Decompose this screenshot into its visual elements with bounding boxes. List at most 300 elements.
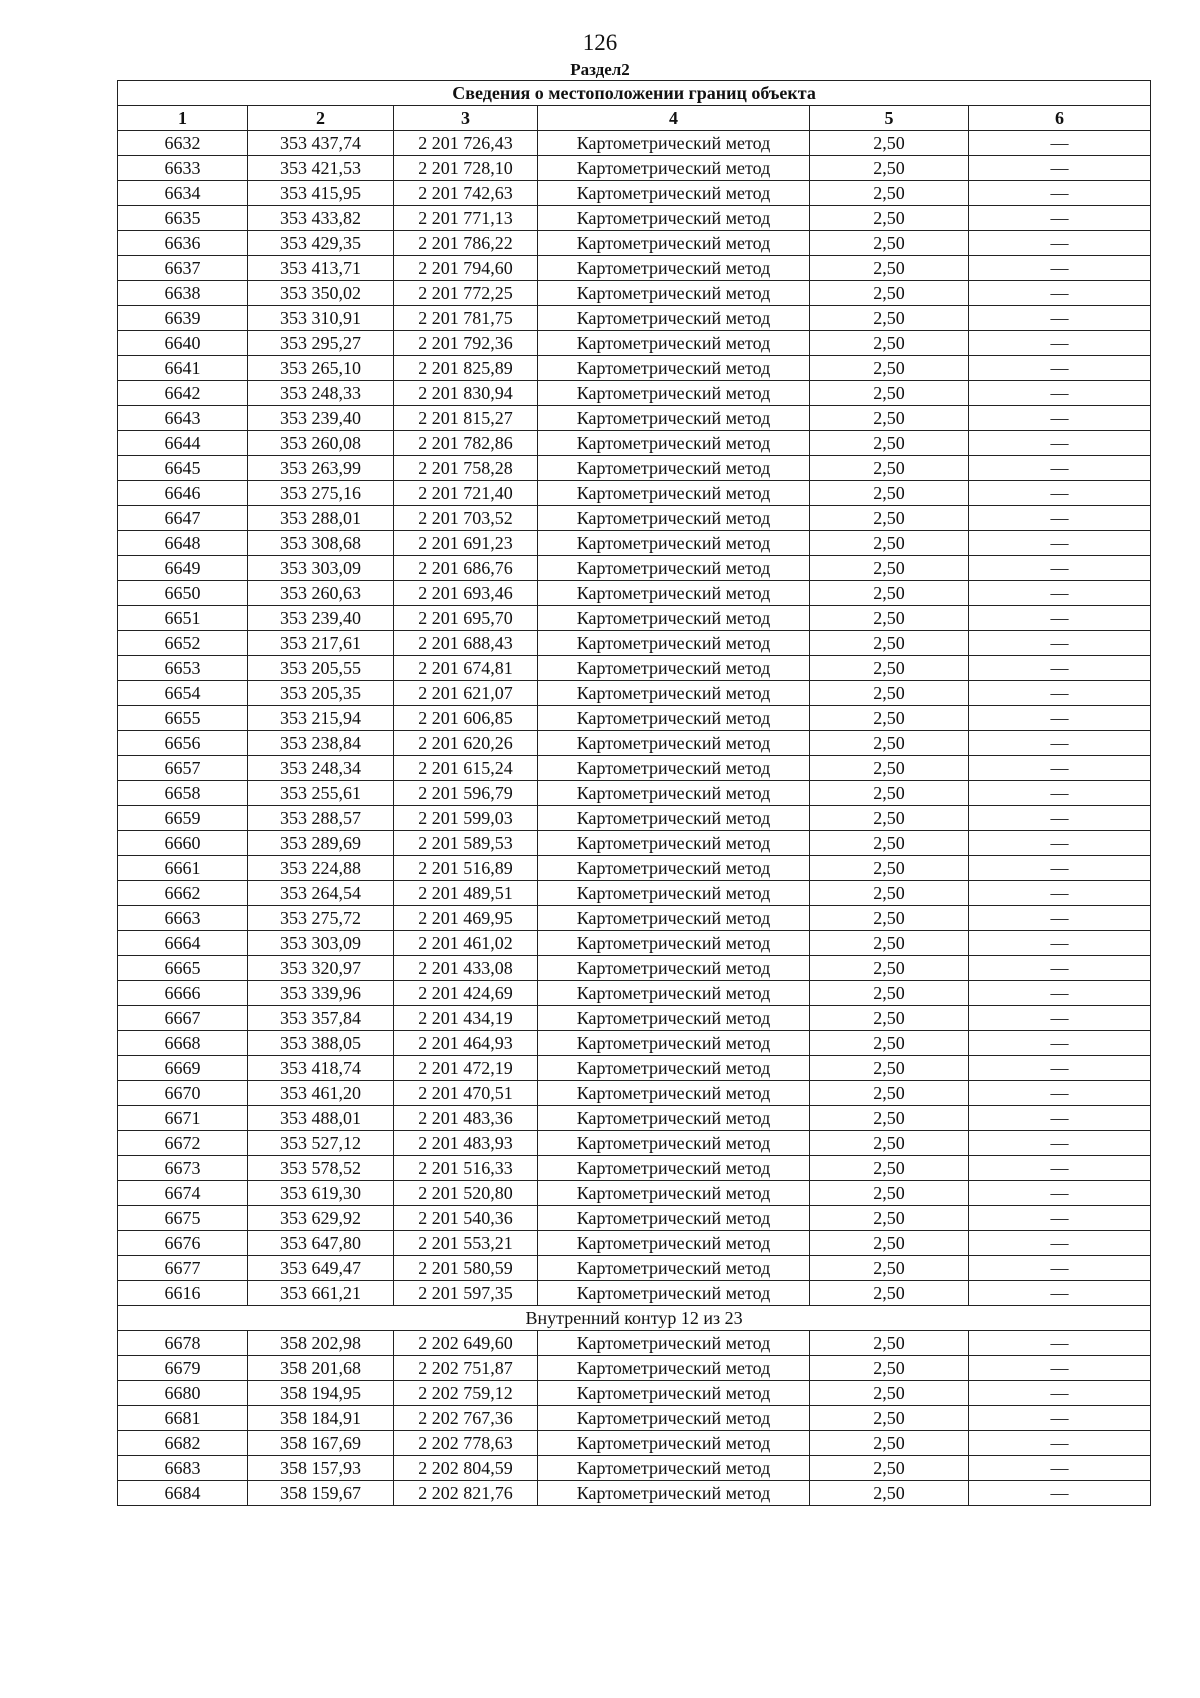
table-row — [118, 956, 1151, 981]
accuracy-cell: 2,50 — [810, 1006, 969, 1031]
y-coordinate-cell: 2 201 470,51 — [394, 1081, 538, 1106]
description-cell: — — [969, 981, 1151, 1006]
accuracy-cell: 2,50 — [810, 231, 969, 256]
accuracy-cell: 2,50 — [810, 406, 969, 431]
x-coordinate-cell: 353 217,61 — [248, 631, 394, 656]
table-row — [118, 1181, 1151, 1206]
method-cell: Картометрический метод — [538, 1181, 810, 1206]
method-cell: Картометрический метод — [538, 231, 810, 256]
table-head — [118, 81, 1151, 131]
point-number-cell: 6666 — [118, 981, 248, 1006]
point-number-cell: 6665 — [118, 956, 248, 981]
point-number-cell: 6682 — [118, 1431, 248, 1456]
point-number-cell: 6646 — [118, 481, 248, 506]
table-row — [118, 306, 1151, 331]
method-cell: Картометрический метод — [538, 531, 810, 556]
page-number: 126 — [582, 30, 618, 55]
description-cell: — — [969, 1081, 1151, 1106]
table-row — [118, 331, 1151, 356]
description-cell: — — [969, 331, 1151, 356]
point-number-cell: 6658 — [118, 781, 248, 806]
description-cell: — — [969, 1231, 1151, 1256]
y-coordinate-cell: 2 201 483,93 — [394, 1131, 538, 1156]
method-cell: Картометрический метод — [538, 1356, 810, 1381]
x-coordinate-cell: 353 260,08 — [248, 431, 394, 456]
method-cell: Картометрический метод — [538, 331, 810, 356]
table-row — [118, 1056, 1151, 1081]
accuracy-cell: 2,50 — [810, 431, 969, 456]
accuracy-cell: 2,50 — [810, 856, 969, 881]
x-coordinate-cell: 353 429,35 — [248, 231, 394, 256]
accuracy-cell: 2,50 — [810, 706, 969, 731]
point-number-cell: 6654 — [118, 681, 248, 706]
table-row — [118, 831, 1151, 856]
method-cell: Картометрический метод — [538, 556, 810, 581]
y-coordinate-cell: 2 201 815,27 — [394, 406, 538, 431]
point-number-cell: 6676 — [118, 1231, 248, 1256]
method-cell: Картометрический метод — [538, 606, 810, 631]
table-row — [118, 1381, 1151, 1406]
y-coordinate-cell: 2 201 434,19 — [394, 1006, 538, 1031]
accuracy-cell: 2,50 — [810, 206, 969, 231]
y-coordinate-cell: 2 201 695,70 — [394, 606, 538, 631]
y-coordinate-cell: 2 201 520,80 — [394, 1181, 538, 1206]
x-coordinate-cell: 353 421,53 — [248, 156, 394, 181]
y-coordinate-cell: 2 201 688,43 — [394, 631, 538, 656]
description-cell: — — [969, 806, 1151, 831]
y-coordinate-cell: 2 202 767,36 — [394, 1406, 538, 1431]
table-row — [118, 406, 1151, 431]
y-coordinate-cell: 2 201 830,94 — [394, 381, 538, 406]
accuracy-cell: 2,50 — [810, 606, 969, 631]
table-row — [118, 881, 1151, 906]
accuracy-cell: 2,50 — [810, 456, 969, 481]
description-cell: — — [969, 1381, 1151, 1406]
point-number-cell: 6642 — [118, 381, 248, 406]
y-coordinate-cell: 2 201 516,89 — [394, 856, 538, 881]
description-cell: — — [969, 1181, 1151, 1206]
accuracy-cell: 2,50 — [810, 331, 969, 356]
table-row — [118, 481, 1151, 506]
x-coordinate-cell: 353 619,30 — [248, 1181, 394, 1206]
point-number-cell: 6649 — [118, 556, 248, 581]
method-cell: Картометрический метод — [538, 506, 810, 531]
point-number-cell: 6647 — [118, 506, 248, 531]
contour-label: Внутренний контур 12 из 23 — [118, 1306, 1151, 1331]
point-number-cell: 6684 — [118, 1481, 248, 1506]
accuracy-cell: 2,50 — [810, 1481, 969, 1506]
accuracy-cell: 2,50 — [810, 1156, 969, 1181]
method-cell: Картометрический метод — [538, 1206, 810, 1231]
section-title: Раздел2 — [570, 60, 630, 79]
table-row — [118, 756, 1151, 781]
accuracy-cell: 2,50 — [810, 1231, 969, 1256]
description-cell: — — [969, 1106, 1151, 1131]
description-cell: — — [969, 1156, 1151, 1181]
table-row — [118, 356, 1151, 381]
description-cell: — — [969, 681, 1151, 706]
x-coordinate-cell: 353 388,05 — [248, 1031, 394, 1056]
description-cell: — — [969, 1331, 1151, 1356]
description-cell: — — [969, 856, 1151, 881]
method-cell: Картометрический метод — [538, 681, 810, 706]
method-cell: Картометрический метод — [538, 1006, 810, 1031]
y-coordinate-cell: 2 201 686,76 — [394, 556, 538, 581]
table-row — [118, 206, 1151, 231]
accuracy-cell: 2,50 — [810, 981, 969, 1006]
method-cell: Картометрический метод — [538, 1156, 810, 1181]
description-cell: — — [969, 1281, 1151, 1306]
method-cell: Картометрический метод — [538, 806, 810, 831]
method-cell: Картометрический метод — [538, 181, 810, 206]
description-cell: — — [969, 1031, 1151, 1056]
description-cell: — — [969, 431, 1151, 456]
point-number-cell: 6668 — [118, 1031, 248, 1056]
table-row — [118, 581, 1151, 606]
accuracy-cell: 2,50 — [810, 881, 969, 906]
point-number-cell: 6652 — [118, 631, 248, 656]
method-cell: Картометрический метод — [538, 1456, 810, 1481]
accuracy-cell: 2,50 — [810, 356, 969, 381]
accuracy-cell: 2,50 — [810, 1206, 969, 1231]
x-coordinate-cell: 353 239,40 — [248, 606, 394, 631]
y-coordinate-cell: 2 201 620,26 — [394, 731, 538, 756]
table-row — [118, 1481, 1151, 1506]
x-coordinate-cell: 353 303,09 — [248, 556, 394, 581]
method-cell: Картометрический метод — [538, 831, 810, 856]
method-cell: Картометрический метод — [538, 881, 810, 906]
y-coordinate-cell: 2 201 728,10 — [394, 156, 538, 181]
table-row — [118, 656, 1151, 681]
description-cell: — — [969, 1406, 1151, 1431]
y-coordinate-cell: 2 201 794,60 — [394, 256, 538, 281]
point-number-cell: 6634 — [118, 181, 248, 206]
x-coordinate-cell: 358 194,95 — [248, 1381, 394, 1406]
x-coordinate-cell: 353 224,88 — [248, 856, 394, 881]
table-row — [118, 1431, 1151, 1456]
y-coordinate-cell: 2 201 674,81 — [394, 656, 538, 681]
y-coordinate-cell: 2 202 778,63 — [394, 1431, 538, 1456]
description-cell: — — [969, 456, 1151, 481]
table-row — [118, 981, 1151, 1006]
method-cell: Картометрический метод — [538, 656, 810, 681]
point-number-cell: 6680 — [118, 1381, 248, 1406]
accuracy-cell: 2,50 — [810, 631, 969, 656]
y-coordinate-cell: 2 201 703,52 — [394, 506, 538, 531]
x-coordinate-cell: 353 289,69 — [248, 831, 394, 856]
method-cell: Картометрический метод — [538, 781, 810, 806]
column-header: 1 — [118, 106, 248, 131]
method-cell: Картометрический метод — [538, 981, 810, 1006]
point-number-cell: 6655 — [118, 706, 248, 731]
y-coordinate-cell: 2 201 742,63 — [394, 181, 538, 206]
y-coordinate-cell: 2 201 758,28 — [394, 456, 538, 481]
point-number-cell: 6672 — [118, 1131, 248, 1156]
description-cell: — — [969, 156, 1151, 181]
y-coordinate-cell: 2 201 615,24 — [394, 756, 538, 781]
method-cell: Картометрический метод — [538, 381, 810, 406]
table-row — [118, 906, 1151, 931]
table-row — [118, 1256, 1151, 1281]
method-cell: Картометрический метод — [538, 1481, 810, 1506]
y-coordinate-cell: 2 201 472,19 — [394, 1056, 538, 1081]
y-coordinate-cell: 2 201 464,93 — [394, 1031, 538, 1056]
point-number-cell: 6651 — [118, 606, 248, 631]
y-coordinate-cell: 2 201 726,43 — [394, 131, 538, 156]
column-header: 3 — [394, 106, 538, 131]
y-coordinate-cell: 2 201 516,33 — [394, 1156, 538, 1181]
table-row — [118, 1206, 1151, 1231]
accuracy-cell: 2,50 — [810, 506, 969, 531]
point-number-cell: 6638 — [118, 281, 248, 306]
x-coordinate-cell: 353 215,94 — [248, 706, 394, 731]
accuracy-cell: 2,50 — [810, 256, 969, 281]
method-cell: Картометрический метод — [538, 281, 810, 306]
method-cell: Картометрический метод — [538, 1031, 810, 1056]
description-cell: — — [969, 756, 1151, 781]
x-coordinate-cell: 353 488,01 — [248, 1106, 394, 1131]
point-number-cell: 6683 — [118, 1456, 248, 1481]
method-cell: Картометрический метод — [538, 1231, 810, 1256]
method-cell: Картометрический метод — [538, 1256, 810, 1281]
method-cell: Картометрический метод — [538, 1331, 810, 1356]
table-row — [118, 631, 1151, 656]
point-number-cell: 6645 — [118, 456, 248, 481]
method-cell: Картометрический метод — [538, 1381, 810, 1406]
description-cell: — — [969, 1006, 1151, 1031]
point-number-cell: 6632 — [118, 131, 248, 156]
accuracy-cell: 2,50 — [810, 731, 969, 756]
x-coordinate-cell: 353 527,12 — [248, 1131, 394, 1156]
column-header: 4 — [538, 106, 810, 131]
y-coordinate-cell: 2 201 433,08 — [394, 956, 538, 981]
table-row — [118, 156, 1151, 181]
y-coordinate-cell: 2 201 469,95 — [394, 906, 538, 931]
method-cell: Картометрический метод — [538, 406, 810, 431]
accuracy-cell: 2,50 — [810, 306, 969, 331]
description-cell: — — [969, 1456, 1151, 1481]
y-coordinate-cell: 2 201 771,13 — [394, 206, 538, 231]
point-number-cell: 6674 — [118, 1181, 248, 1206]
column-header: 6 — [969, 106, 1151, 131]
y-coordinate-cell: 2 202 821,76 — [394, 1481, 538, 1506]
x-coordinate-cell: 353 263,99 — [248, 456, 394, 481]
x-coordinate-cell: 353 205,55 — [248, 656, 394, 681]
description-cell: — — [969, 281, 1151, 306]
x-coordinate-cell: 353 303,09 — [248, 931, 394, 956]
point-number-cell: 6653 — [118, 656, 248, 681]
table-row — [118, 456, 1151, 481]
table-row — [118, 281, 1151, 306]
point-number-cell: 6657 — [118, 756, 248, 781]
x-coordinate-cell: 353 238,84 — [248, 731, 394, 756]
accuracy-cell: 2,50 — [810, 556, 969, 581]
x-coordinate-cell: 353 275,16 — [248, 481, 394, 506]
y-coordinate-cell: 2 201 589,53 — [394, 831, 538, 856]
method-cell: Картометрический метод — [538, 1406, 810, 1431]
x-coordinate-cell: 353 629,92 — [248, 1206, 394, 1231]
method-cell: Картометрический метод — [538, 581, 810, 606]
description-cell: — — [969, 656, 1151, 681]
table-row — [118, 231, 1151, 256]
description-cell: — — [969, 506, 1151, 531]
y-coordinate-cell: 2 201 786,22 — [394, 231, 538, 256]
accuracy-cell: 2,50 — [810, 131, 969, 156]
x-coordinate-cell: 353 357,84 — [248, 1006, 394, 1031]
table-row — [118, 256, 1151, 281]
method-cell: Картометрический метод — [538, 456, 810, 481]
point-number-cell: 6677 — [118, 1256, 248, 1281]
description-cell: — — [969, 1056, 1151, 1081]
table-row — [118, 1456, 1151, 1481]
point-number-cell: 6637 — [118, 256, 248, 281]
table-row — [118, 1081, 1151, 1106]
point-number-cell: 6635 — [118, 206, 248, 231]
description-cell: — — [969, 1206, 1151, 1231]
description-cell: — — [969, 531, 1151, 556]
description-cell: — — [969, 406, 1151, 431]
accuracy-cell: 2,50 — [810, 281, 969, 306]
y-coordinate-cell: 2 201 540,36 — [394, 1206, 538, 1231]
y-coordinate-cell: 2 201 489,51 — [394, 881, 538, 906]
point-number-cell: 6678 — [118, 1331, 248, 1356]
x-coordinate-cell: 358 184,91 — [248, 1406, 394, 1431]
table-row — [118, 731, 1151, 756]
accuracy-cell: 2,50 — [810, 181, 969, 206]
point-number-cell: 6636 — [118, 231, 248, 256]
y-coordinate-cell: 2 201 782,86 — [394, 431, 538, 456]
method-cell: Картометрический метод — [538, 931, 810, 956]
description-cell: — — [969, 581, 1151, 606]
column-header: 5 — [810, 106, 969, 131]
x-coordinate-cell: 358 167,69 — [248, 1431, 394, 1456]
table-row — [118, 181, 1151, 206]
point-number-cell: 6639 — [118, 306, 248, 331]
method-cell: Картометрический метод — [538, 1131, 810, 1156]
x-coordinate-cell: 353 661,21 — [248, 1281, 394, 1306]
y-coordinate-cell: 2 201 596,79 — [394, 781, 538, 806]
x-coordinate-cell: 353 275,72 — [248, 906, 394, 931]
accuracy-cell: 2,50 — [810, 1106, 969, 1131]
point-number-cell: 6656 — [118, 731, 248, 756]
y-coordinate-cell: 2 201 781,75 — [394, 306, 538, 331]
x-coordinate-cell: 353 649,47 — [248, 1256, 394, 1281]
table-caption: Сведения о местоположении границ объекта — [118, 81, 1151, 106]
x-coordinate-cell: 353 205,35 — [248, 681, 394, 706]
x-coordinate-cell: 353 433,82 — [248, 206, 394, 231]
point-number-cell: 6643 — [118, 406, 248, 431]
table-row — [118, 1281, 1151, 1306]
accuracy-cell: 2,50 — [810, 831, 969, 856]
y-coordinate-cell: 2 201 721,40 — [394, 481, 538, 506]
method-cell: Картометрический метод — [538, 1081, 810, 1106]
x-coordinate-cell: 353 310,91 — [248, 306, 394, 331]
method-cell: Картометрический метод — [538, 206, 810, 231]
method-cell: Картометрический метод — [538, 1106, 810, 1131]
y-coordinate-cell: 2 201 580,59 — [394, 1256, 538, 1281]
x-coordinate-cell: 353 265,10 — [248, 356, 394, 381]
table-row — [118, 606, 1151, 631]
x-coordinate-cell: 353 260,63 — [248, 581, 394, 606]
y-coordinate-cell: 2 201 772,25 — [394, 281, 538, 306]
method-cell: Картометрический метод — [538, 856, 810, 881]
accuracy-cell: 2,50 — [810, 956, 969, 981]
description-cell: — — [969, 556, 1151, 581]
point-number-cell: 6675 — [118, 1206, 248, 1231]
method-cell: Картометрический метод — [538, 1056, 810, 1081]
point-number-cell: 6650 — [118, 581, 248, 606]
accuracy-cell: 2,50 — [810, 481, 969, 506]
point-number-cell: 6659 — [118, 806, 248, 831]
x-coordinate-cell: 353 308,68 — [248, 531, 394, 556]
point-number-cell: 6671 — [118, 1106, 248, 1131]
y-coordinate-cell: 2 201 606,85 — [394, 706, 538, 731]
y-coordinate-cell: 2 201 483,36 — [394, 1106, 538, 1131]
x-coordinate-cell: 353 339,96 — [248, 981, 394, 1006]
description-cell: — — [969, 1481, 1151, 1506]
accuracy-cell: 2,50 — [810, 1256, 969, 1281]
accuracy-cell: 2,50 — [810, 1331, 969, 1356]
method-cell: Картометрический метод — [538, 731, 810, 756]
description-cell: — — [969, 931, 1151, 956]
description-cell: — — [969, 181, 1151, 206]
point-number-cell: 6664 — [118, 931, 248, 956]
accuracy-cell: 2,50 — [810, 1056, 969, 1081]
y-coordinate-cell: 2 201 599,03 — [394, 806, 538, 831]
table-row — [118, 1106, 1151, 1131]
method-cell: Картометрический метод — [538, 631, 810, 656]
x-coordinate-cell: 353 264,54 — [248, 881, 394, 906]
accuracy-cell: 2,50 — [810, 531, 969, 556]
accuracy-cell: 2,50 — [810, 681, 969, 706]
x-coordinate-cell: 353 437,74 — [248, 131, 394, 156]
description-cell: — — [969, 606, 1151, 631]
table-row — [118, 931, 1151, 956]
table-row — [118, 1231, 1151, 1256]
accuracy-cell: 2,50 — [810, 1281, 969, 1306]
point-number-cell: 6660 — [118, 831, 248, 856]
method-cell: Картометрический метод — [538, 756, 810, 781]
description-cell: — — [969, 1431, 1151, 1456]
method-cell: Картометрический метод — [538, 481, 810, 506]
point-number-cell: 6633 — [118, 156, 248, 181]
accuracy-cell: 2,50 — [810, 581, 969, 606]
accuracy-cell: 2,50 — [810, 1431, 969, 1456]
accuracy-cell: 2,50 — [810, 756, 969, 781]
y-coordinate-cell: 2 201 693,46 — [394, 581, 538, 606]
column-header: 2 — [248, 106, 394, 131]
method-cell: Картометрический метод — [538, 906, 810, 931]
table-row — [118, 1131, 1151, 1156]
point-number-cell: 6648 — [118, 531, 248, 556]
description-cell: — — [969, 231, 1151, 256]
y-coordinate-cell: 2 201 461,02 — [394, 931, 538, 956]
x-coordinate-cell: 353 578,52 — [248, 1156, 394, 1181]
accuracy-cell: 2,50 — [810, 381, 969, 406]
x-coordinate-cell: 358 201,68 — [248, 1356, 394, 1381]
method-cell: Картометрический метод — [538, 431, 810, 456]
description-cell: — — [969, 306, 1151, 331]
description-cell: — — [969, 206, 1151, 231]
method-cell: Картометрический метод — [538, 1281, 810, 1306]
x-coordinate-cell: 353 461,20 — [248, 1081, 394, 1106]
description-cell: — — [969, 256, 1151, 281]
method-cell: Картометрический метод — [538, 1431, 810, 1456]
point-number-cell: 6616 — [118, 1281, 248, 1306]
table-row — [118, 806, 1151, 831]
accuracy-cell: 2,50 — [810, 156, 969, 181]
description-cell: — — [969, 381, 1151, 406]
